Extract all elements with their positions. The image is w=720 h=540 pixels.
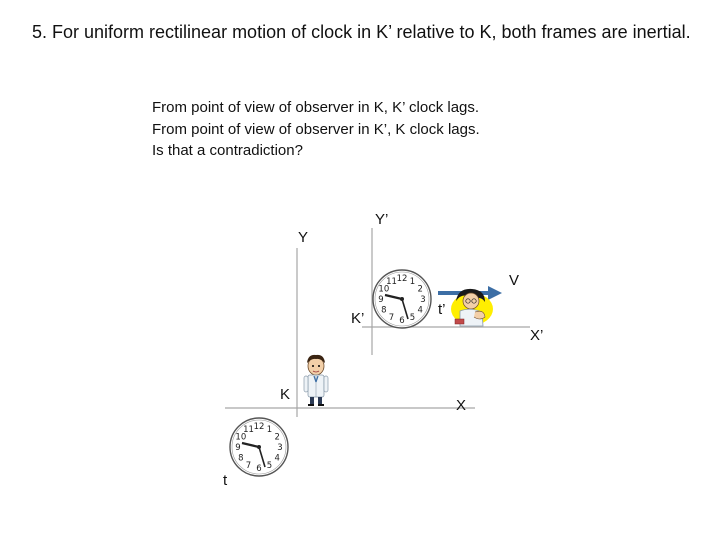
clock-numeral: 10 <box>378 284 390 295</box>
clock-k-icon <box>230 418 288 476</box>
clock-numeral: 6 <box>399 316 405 326</box>
clock-numeral: 1 <box>266 424 273 435</box>
clock-numeral: 9 <box>235 443 241 453</box>
statement-1: From point of view of observer in K, K’ clock lags. <box>152 99 480 116</box>
observer-k-icon <box>304 355 328 406</box>
clock-numeral: 5 <box>266 461 273 472</box>
k-prime-label: K’ <box>351 310 365 327</box>
clock-numeral: 5 <box>409 313 416 324</box>
statement-3: Is that a contradiction? <box>152 142 303 159</box>
t-prime-label: t’ <box>438 301 446 318</box>
clock-numeral: 7 <box>388 313 395 324</box>
clock-k-prime-icon <box>373 270 431 328</box>
y-label: Y <box>298 229 309 246</box>
clock-numeral: 10 <box>235 432 247 443</box>
clock-numeral: 11 <box>243 424 254 435</box>
clock-numeral: 4 <box>274 453 280 464</box>
clock-numeral: 2 <box>274 432 280 443</box>
clock-numeral: 1 <box>409 276 416 287</box>
clock-numeral: 11 <box>386 276 397 287</box>
clock-numeral: 7 <box>245 461 252 472</box>
clock-numeral: 9 <box>378 295 384 305</box>
clock-numeral: 3 <box>277 443 283 453</box>
y-prime-label: Y’ <box>375 211 389 228</box>
statement-2: From point of view of observer in K’, K clock lags. <box>152 120 480 138</box>
clock-numeral: 2 <box>417 284 423 295</box>
v-label: V <box>509 272 520 289</box>
clock-numeral: 3 <box>420 295 426 305</box>
clock-numeral: 4 <box>417 305 423 316</box>
clock-numeral: 8 <box>381 305 387 316</box>
k-label: K <box>280 386 291 403</box>
x-prime-label: X’ <box>530 327 544 344</box>
clock-numeral: 8 <box>238 453 244 464</box>
clock-numeral: 12 <box>396 274 408 284</box>
x-label: X <box>456 397 467 414</box>
t-label: t <box>223 472 228 489</box>
clock-numeral: 12 <box>253 422 265 432</box>
clock-numeral: 6 <box>256 464 262 474</box>
slide-heading: 5. For uniform rectilinear motion of clock in K’ relative to K, both frames are inertial. <box>32 22 691 42</box>
